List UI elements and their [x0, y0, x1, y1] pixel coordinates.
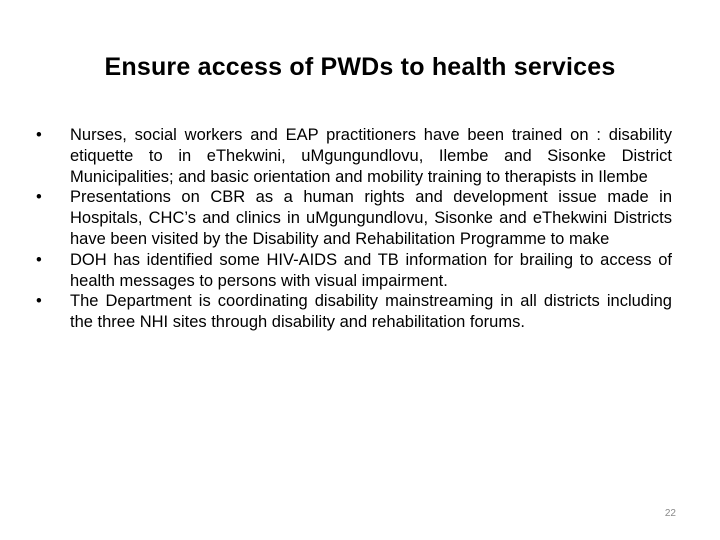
- bullet-icon: •: [36, 126, 42, 144]
- bullet-icon: •: [36, 188, 42, 207]
- bullet-icon: •: [36, 250, 42, 269]
- bullet-text: Presentations on CBR as a human rights and development issue made in Hospitals, CHC’s and clinics in uMgungundlovu, Sisonke and eThekwini Districts have been visited by the Disability and Rehabilitation Programme to make: [70, 188, 672, 248]
- bullet-item: [36, 125, 672, 187]
- bullet-list: [36, 125, 672, 333]
- bullet-item: [36, 250, 672, 292]
- bullet-icon: •: [36, 292, 42, 311]
- bullet-text: DOH has identified some HIV-AIDS and TB information for brailing to access of health messages to persons with visual impairment.: [70, 250, 672, 290]
- bullet-text: The Department is coordinating disability mainstreaming in all districts including the three NHI sites through disability and rehabilitation forums.: [70, 292, 672, 332]
- slide-title: Ensure access of PWDs to health services: [104, 53, 616, 81]
- bullet-text: Nurses, social workers and EAP practitioners have been trained on : disability etiquette to in eThekwini, uMgungundlovu, Ilembe and Sisonke District Municipalities; and basic orientation and mobility training to therapists in Ilembe: [70, 126, 672, 186]
- bullet-item: [36, 187, 672, 249]
- page-number: 22: [664, 508, 676, 519]
- bullet-item: [36, 291, 672, 333]
